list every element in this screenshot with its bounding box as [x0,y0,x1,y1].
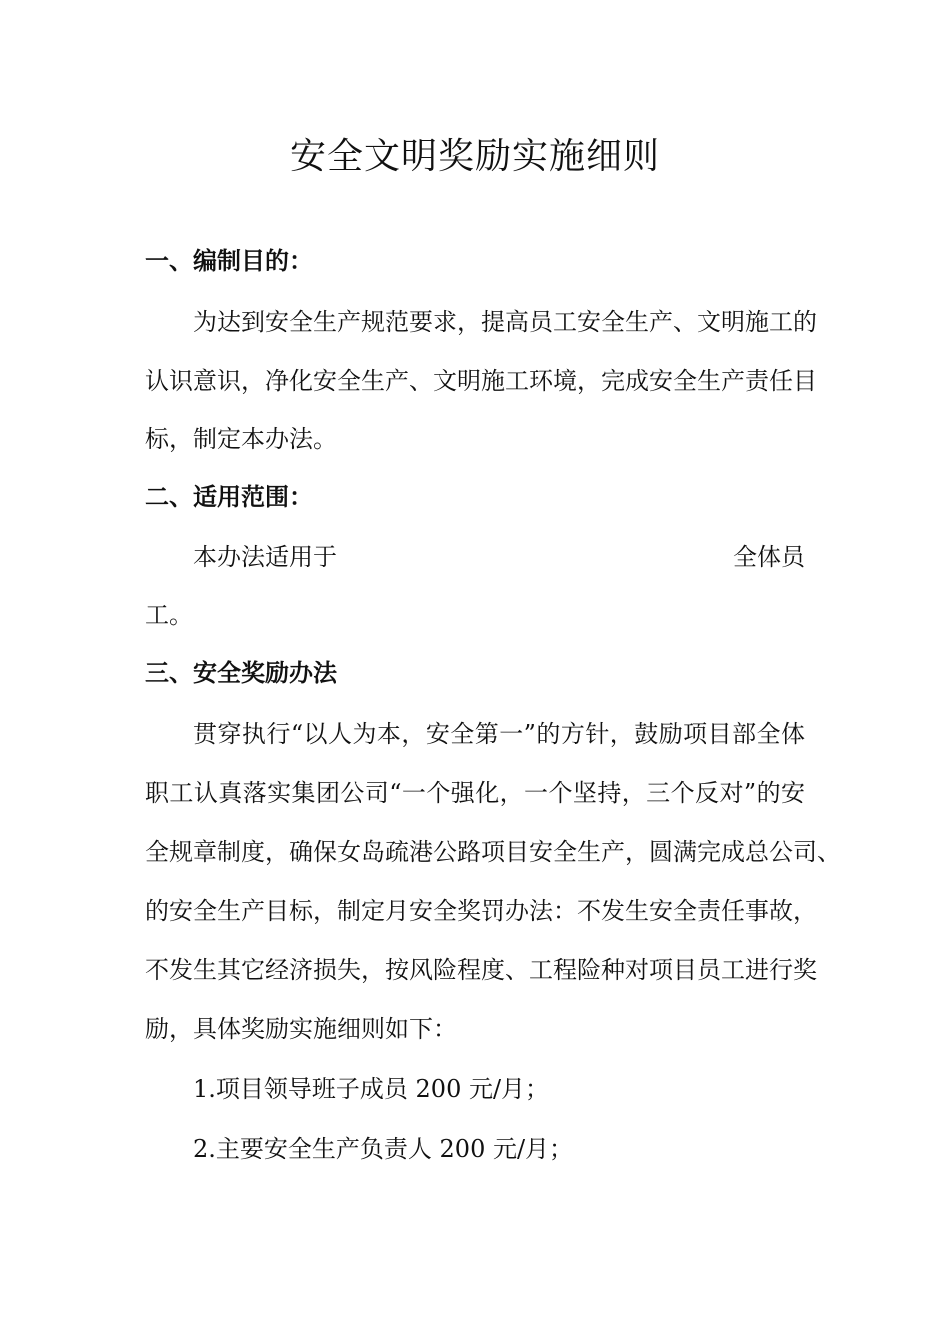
scope-text-start: 本办法适用于 [193,543,337,571]
section-heading-scope: 二、适用范围： [145,483,313,511]
scope-text-continued: 全体员 [733,543,805,571]
section-heading-rewards: 三、安全奖励办法 [145,659,337,687]
paragraph-line: 认识意识，净化安全生产、文明施工环境，完成安全生产责任目 [145,367,817,395]
paragraph-line: 的安全生产目标，制定月安全奖罚办法：不发生安全责任事故， [145,897,817,925]
paragraph-line: 标，制定本办法。 [145,425,337,453]
paragraph-line: 贯穿执行“以人为本，安全第一”的方针，鼓励项目部全体 [193,720,805,748]
paragraph-line: 职工认真落实集团公司“一个强化，一个坚持，三个反对”的安 [145,779,805,807]
paragraph-line: 励，具体奖励实施细则如下： [145,1015,457,1043]
reward-item: 1.项目领导班子成员 200 元/月； [193,1075,550,1103]
scope-text-end: 工。 [145,601,193,629]
paragraph-line: 全规章制度，确保女岛疏港公路项目安全生产，圆满完成总公司、 [145,838,841,866]
reward-item: 2.主要安全生产负责人 200 元/月； [193,1135,574,1163]
document-title: 安全文明奖励实施细则 [289,136,660,177]
paragraph-line: 不发生其它经济损失，按风险程度、工程险种对项目员工进行奖 [145,956,817,984]
section-heading-purpose: 一、编制目的： [145,247,313,275]
paragraph-line: 为达到安全生产规范要求，提高员工安全生产、文明施工的 [193,308,817,336]
